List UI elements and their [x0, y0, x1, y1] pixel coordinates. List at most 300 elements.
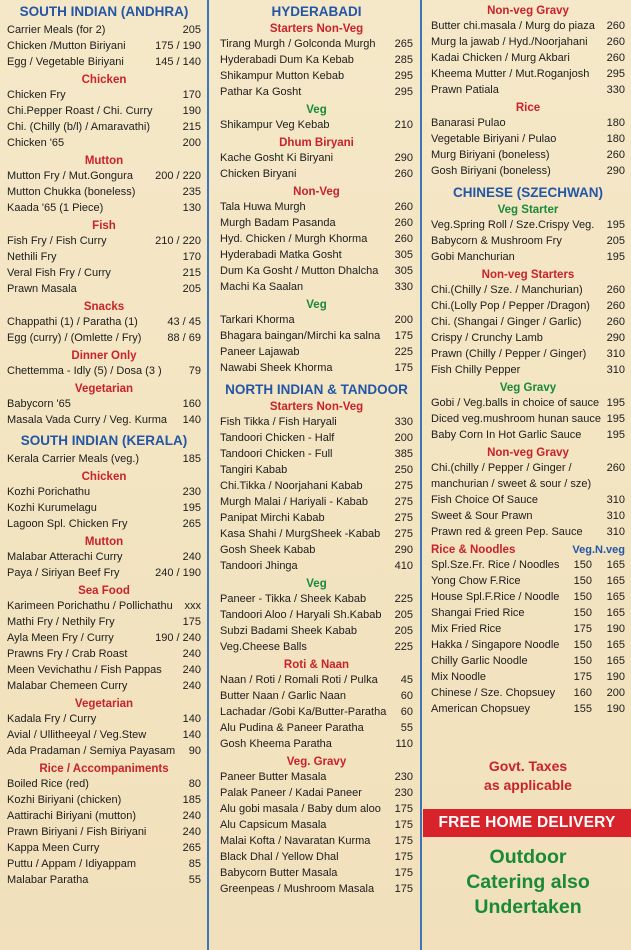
- subsection-kerala-chicken: Chicken: [81, 471, 127, 483]
- menu-item-name: Chi.Pepper Roast / Chi. Curry: [7, 105, 153, 117]
- menu-item-list: [7, 363, 201, 379]
- menu-item: [220, 558, 413, 574]
- subsection-non-veg: Non-Veg: [293, 186, 340, 198]
- menu-item-price: 175: [394, 803, 413, 815]
- menu-item-name: Yong Chow F.Rice: [431, 575, 521, 587]
- menu-item-list: [431, 395, 625, 443]
- menu-item-price: 295: [606, 68, 625, 80]
- menu-item-price: 185: [182, 453, 201, 465]
- subsection-snacks: Snacks: [83, 301, 125, 313]
- section-title-kerala: SOUTH INDIAN (KERALA): [20, 433, 188, 448]
- menu-item: [431, 233, 625, 249]
- menu-item-price: 295: [394, 70, 413, 82]
- menu-item-price: 240: [182, 826, 201, 838]
- subsection-rice-noodles: Rice & Noodles: [431, 544, 516, 556]
- menu-item-name: Dum Ka Gosht / Mutton Dhalcha: [220, 265, 379, 277]
- menu-item-price: 275: [394, 496, 413, 508]
- menu-item-price: 180: [606, 133, 625, 145]
- section-title-andhra: SOUTH INDIAN (ANDHRA): [19, 4, 189, 19]
- menu-item-list: [7, 314, 201, 346]
- menu-item-price: 210: [394, 119, 413, 131]
- menu-item-name: Chi. (Chilly (b/l) / Amaravathi): [7, 121, 151, 133]
- menu-item-list: [7, 87, 201, 151]
- menu-item-name: Tirang Murgh / Golconda Murgh: [220, 38, 376, 50]
- menu-item-price: 290: [394, 152, 413, 164]
- menu-item-name: Shikampur Mutton Kebab: [220, 70, 345, 82]
- menu-item: [7, 630, 201, 646]
- menu-item-price-veg: 175: [573, 623, 592, 635]
- subsection-veg-gravy: Veg. Gravy: [286, 756, 347, 768]
- menu-item: [220, 150, 413, 166]
- menu-item-name: Hyd. Chicken / Murgh Khorma: [220, 233, 368, 245]
- menu-item-name: Vegetable Biriyani / Pulao: [431, 133, 557, 145]
- menu-item: [7, 87, 201, 103]
- menu-item: [220, 801, 413, 817]
- menu-item-name: Murgh Malai / Hariyali - Kabab: [220, 496, 368, 508]
- menu-item: [220, 478, 413, 494]
- menu-item: [7, 776, 201, 792]
- menu-item: [220, 591, 413, 607]
- subsection-veg: Veg: [306, 104, 327, 116]
- menu-item-price-veg: 150: [573, 575, 592, 587]
- menu-item: [220, 607, 413, 623]
- menu-item-name: Machi Ka Saalan: [220, 281, 304, 293]
- menu-item-name: Veg.Cheese Balls: [220, 641, 307, 653]
- menu-item-price: 205: [394, 609, 413, 621]
- menu-item-list: [431, 282, 625, 378]
- menu-item-price: 145 / 140: [155, 56, 201, 68]
- menu-item-price: 55: [188, 874, 201, 886]
- outdoor-catering-note: [431, 845, 625, 920]
- menu-item: [431, 427, 625, 443]
- menu-item-price: 45: [400, 674, 413, 686]
- menu-item-name: Babycorn Butter Masala: [220, 867, 338, 879]
- menu-item-name: Meen Vevichathu / Fish Pappas: [7, 664, 162, 676]
- menu-item: [431, 314, 625, 330]
- menu-item-price: 260: [606, 284, 625, 296]
- menu-item-price: 225: [394, 346, 413, 358]
- menu-item-list: [220, 414, 413, 574]
- menu-item-price: 205: [182, 24, 201, 36]
- menu-item-name: Aattirachi Biriyani (mutton): [7, 810, 136, 822]
- menu-item: [7, 500, 201, 516]
- rice-noodles-list: [431, 557, 625, 717]
- menu-item-name: Avial / Ullitheeyal / Veg.Stew: [7, 729, 147, 741]
- menu-item: [7, 22, 201, 38]
- menu-item-price-nonveg: 165: [606, 655, 625, 667]
- menu-item: [431, 346, 625, 362]
- menu-item-name: Kheema Mutter / Mut.Roganjosh: [431, 68, 590, 80]
- menu-item-price: 330: [606, 84, 625, 96]
- subsection-mutton: Mutton: [84, 155, 124, 167]
- menu-item: [220, 52, 413, 68]
- menu-item-name: Gosh Kheema Paratha: [220, 738, 332, 750]
- menu-item-price: 210 / 220: [155, 235, 201, 247]
- menu-item-name: Butter chi.masala / Murg do piaza: [431, 20, 595, 32]
- menu-item: [7, 614, 201, 630]
- menu-item-price: 200 / 220: [155, 170, 201, 182]
- menu-item-name: Chi.(chilly / Pepper / Ginger /: [431, 462, 572, 474]
- menu-item-price: 200: [394, 432, 413, 444]
- menu-item-name: Bhagara baingan/Mirchi ka salna: [220, 330, 381, 342]
- menu-item-price: 265: [182, 518, 201, 530]
- menu-item-list: [220, 150, 413, 182]
- menu-item: [431, 621, 625, 637]
- menu-item: [220, 446, 413, 462]
- menu-item: [431, 282, 625, 298]
- menu-item: [7, 516, 201, 532]
- menu-item-list: [7, 549, 201, 581]
- menu-item-price-veg: 150: [573, 607, 592, 619]
- menu-item-list: [220, 769, 413, 897]
- menu-item: [7, 678, 201, 694]
- menu-item-name: Masala Vada Curry / Veg. Kurma: [7, 414, 167, 426]
- menu-item-price: 205: [182, 283, 201, 295]
- menu-item-price-veg: 150: [573, 655, 592, 667]
- menu-item-price-veg: 155: [573, 703, 592, 715]
- menu-item-price: 230: [182, 486, 201, 498]
- menu-item: [7, 484, 201, 500]
- menu-item-name: Boiled Rice (red): [7, 778, 89, 790]
- menu-item: [7, 119, 201, 135]
- menu-item: [220, 247, 413, 263]
- menu-item-name: Chettemma - Idly (5) / Dosa (3 ): [7, 365, 162, 377]
- menu-item-name: Prawn (Chilly / Pepper / Ginger): [431, 348, 587, 360]
- subsection-tandoor-starters: Starters Non-Veg: [269, 401, 364, 413]
- menu-item-price: 230: [394, 771, 413, 783]
- menu-item: [7, 743, 201, 759]
- menu-item: [220, 430, 413, 446]
- subsection-rice-accompaniments: Rice / Accompaniments: [39, 763, 169, 775]
- menu-item-price: 80: [188, 778, 201, 790]
- menu-item-name: Prawns Fry / Crab Roast: [7, 648, 128, 660]
- subsection-tandoor-veg: Veg: [306, 578, 327, 590]
- menu-item: [431, 524, 625, 540]
- menu-item-name: Carrier Meals (for 2): [7, 24, 106, 36]
- menu-item-name: Alu Capsicum Masala: [220, 819, 327, 831]
- menu-item: [220, 833, 413, 849]
- menu-item-name: Chinese / Sze. Chopsuey: [431, 687, 556, 699]
- menu-item: [7, 281, 201, 297]
- menu-item-price: 290: [394, 544, 413, 556]
- subsection-fish: Fish: [92, 220, 116, 232]
- menu-item: [431, 50, 625, 66]
- menu-item-name: Veral Fish Fry / Curry: [7, 267, 111, 279]
- menu-item-price-nonveg: 165: [606, 607, 625, 619]
- menu-item: [7, 808, 201, 824]
- menu-item-name: Tangiri Kabab: [220, 464, 288, 476]
- menu-item: [220, 263, 413, 279]
- menu-column-1: [0, 0, 207, 950]
- menu-item: [220, 215, 413, 231]
- menu-item-name: Kozhi Porichathu: [7, 486, 91, 498]
- menu-item: [7, 54, 201, 70]
- menu-item-price: 225: [394, 641, 413, 653]
- menu-item: [431, 669, 625, 685]
- menu-item-name: Mutton Fry / Mut.Gongura: [7, 170, 133, 182]
- menu-item-price: 170: [182, 89, 201, 101]
- menu-item: [7, 314, 201, 330]
- menu-item-price: 79: [188, 365, 201, 377]
- menu-item-price: 235: [182, 186, 201, 198]
- menu-item-name: Lagoon Spl. Chicken Fry: [7, 518, 128, 530]
- menu-item-name: manchurian / sweet & sour / sze): [431, 478, 592, 490]
- subsection-dhum-biryani: Dhum Biryani: [279, 137, 354, 149]
- menu-item: [431, 492, 625, 508]
- menu-item-price: 85: [188, 858, 201, 870]
- menu-item-price: 295: [394, 86, 413, 98]
- menu-item-name: Egg (curry) / (Omlette / Fry): [7, 332, 142, 344]
- menu-item-name: Chi.Tikka / Noorjahani Kabab: [220, 480, 363, 492]
- menu-item-name: Ayla Meen Fry / Curry: [7, 632, 114, 644]
- section-title-north-indian-tandoor: NORTH INDIAN & TANDOOR: [225, 382, 408, 397]
- menu-item-price: 90: [188, 745, 201, 757]
- menu-item: [7, 168, 201, 184]
- menu-item: [431, 476, 625, 492]
- subsection-roti-naan: Roti & Naan: [283, 659, 350, 671]
- menu-item-name: Kasa Shahi / MurgSheek -Kabab: [220, 528, 381, 540]
- menu-item-name: Alu Pudina & Paneer Paratha: [220, 722, 364, 734]
- menu-item: [220, 360, 413, 376]
- menu-item: [220, 414, 413, 430]
- menu-item: [7, 412, 201, 428]
- subsection-vegetarian: Vegetarian: [74, 383, 134, 395]
- menu-item-price: 240 / 190: [155, 567, 201, 579]
- menu-item: [7, 727, 201, 743]
- menu-item-name: Mutton Chukka (boneless): [7, 186, 136, 198]
- menu-item-price: 205: [606, 235, 625, 247]
- menu-item-name: Spl.Sze.Fr. Rice / Noodles: [431, 559, 560, 571]
- menu-item-price: 330: [394, 416, 413, 428]
- menu-item-price: 260: [394, 201, 413, 213]
- menu-item-price: 140: [182, 414, 201, 426]
- menu-item-name: Veg.Spring Roll / Sze.Crispy Veg.: [431, 219, 595, 231]
- menu-item-price: 195: [606, 219, 625, 231]
- menu-item-list: [7, 776, 201, 888]
- menu-item-price: 290: [606, 332, 625, 344]
- menu-item: [431, 249, 625, 265]
- menu-item: [431, 18, 625, 34]
- menu-item-name: Kozhi Biriyani (chicken): [7, 794, 122, 806]
- menu-item: [220, 510, 413, 526]
- menu-item-price: 205: [394, 625, 413, 637]
- menu-item-name: Karimeen Porichathu / Pollichathu: [7, 600, 173, 612]
- menu-item-price: 290: [606, 165, 625, 177]
- menu-item-price: 275: [394, 512, 413, 524]
- menu-item-name: Baby Corn In Hot Garlic Sauce: [431, 429, 582, 441]
- menu-item-price: 260: [606, 52, 625, 64]
- menu-item-name: Murg la jawab / Hyd./Noorjahani: [431, 36, 588, 48]
- menu-item-name: Ada Pradaman / Semiya Payasam: [7, 745, 176, 757]
- menu-item-price: 385: [394, 448, 413, 460]
- menu-item: [7, 103, 201, 119]
- menu-item-name: Gobi / Veg.balls in choice of sauce: [431, 397, 600, 409]
- menu-item-name: Paya / Siriyan Beef Fry: [7, 567, 120, 579]
- menu-item-price: 175: [394, 851, 413, 863]
- subsection-non-veg-gravy: Non-veg Gravy: [487, 5, 569, 17]
- menu-item-name: Sweet & Sour Prawn: [431, 510, 533, 522]
- catering-line-2: Catering also: [466, 871, 590, 893]
- menu-item-price: 250: [394, 464, 413, 476]
- menu-item-price: xxx: [184, 600, 201, 612]
- menu-item-list: [7, 484, 201, 532]
- menu-item-name: Fish Tikka / Fish Haryali: [220, 416, 337, 428]
- menu-item: [7, 598, 201, 614]
- menu-item: [7, 396, 201, 412]
- menu-item-price: 195: [606, 429, 625, 441]
- menu-item-name: House Spl.F.Rice / Noodle: [431, 591, 560, 603]
- subsection-kerala-vegetarian: Vegetarian: [74, 698, 134, 710]
- menu-item-price: 215: [182, 121, 201, 133]
- menu-item-price: 305: [394, 249, 413, 261]
- menu-item-price: 240: [182, 664, 201, 676]
- menu-item-price: 330: [394, 281, 413, 293]
- menu-item: [7, 265, 201, 281]
- menu-item-name: Malabar Atterachi Curry: [7, 551, 123, 563]
- menu-item: [431, 701, 625, 717]
- menu-item: [220, 881, 413, 897]
- rice-noodles-header: [431, 543, 625, 557]
- menu-item-price: 265: [394, 38, 413, 50]
- menu-item-name: Fish Choice Of Sauce: [431, 494, 538, 506]
- menu-item: [7, 824, 201, 840]
- menu-item-name: Nethili Fry: [7, 251, 57, 263]
- menu-item-name: Babycorn '65: [7, 398, 71, 410]
- menu-item: [431, 395, 625, 411]
- menu-item-list: [7, 168, 201, 216]
- menu-item: [431, 66, 625, 82]
- menu-item-list: [220, 36, 413, 100]
- menu-item-price: 195: [606, 251, 625, 263]
- catering-line-1: Outdoor: [489, 846, 567, 868]
- menu-item-price: 240: [182, 810, 201, 822]
- menu-item-price: 200: [394, 314, 413, 326]
- taxes-line-2: as applicable: [484, 777, 572, 793]
- menu-item-name: Shangai Fried Rice: [431, 607, 525, 619]
- menu-item-list: [7, 22, 201, 70]
- menu-item: [431, 411, 625, 427]
- menu-item-price: 260: [606, 462, 625, 474]
- menu-item: [220, 462, 413, 478]
- menu-item-price: 175: [394, 819, 413, 831]
- menu-item-name: Kadai Chicken / Murg Akbari: [431, 52, 570, 64]
- menu-item-price-nonveg: 190: [606, 703, 625, 715]
- menu-item-name: Mathi Fry / Nethily Fry: [7, 616, 115, 628]
- menu-item: [7, 233, 201, 249]
- menu-column-2: [210, 0, 420, 950]
- menu-item-name: Prawn red & green Pep. Sauce: [431, 526, 583, 538]
- menu-item-name: Nawabi Sheek Khorma: [220, 362, 333, 374]
- menu-item: [7, 856, 201, 872]
- menu-item-list: [220, 117, 413, 133]
- menu-item: [220, 736, 413, 752]
- menu-item-name: Tala Huwa Murgh: [220, 201, 306, 213]
- menu-item: [7, 872, 201, 888]
- menu-item-price-nonveg: 165: [606, 575, 625, 587]
- subsection-kerala-mutton: Mutton: [84, 536, 124, 548]
- menu-item: [220, 494, 413, 510]
- menu-item: [220, 672, 413, 688]
- menu-item: [431, 653, 625, 669]
- menu-item-price: 175: [394, 330, 413, 342]
- menu-item-price: 260: [606, 149, 625, 161]
- menu-item-name: Tandoori Aloo / Haryali Sh.Kabab: [220, 609, 382, 621]
- menu-item-price-veg: 175: [573, 671, 592, 683]
- menu-item-name: Kache Gosht Ki Biryani: [220, 152, 334, 164]
- subsection-chinese-veg-gravy: Veg Gravy: [499, 382, 557, 394]
- menu-item: [220, 312, 413, 328]
- menu-item-price: 260: [606, 300, 625, 312]
- menu-item-name: Palak Paneer / Kadai Paneer: [220, 787, 362, 799]
- menu-item-price: 88 / 69: [167, 332, 201, 344]
- menu-item-list: [7, 233, 201, 297]
- menu-item-list: [220, 312, 413, 376]
- menu-item: [431, 330, 625, 346]
- menu-item-list: [7, 451, 201, 467]
- menu-item: [220, 84, 413, 100]
- menu-item-name: Subzi Badami Sheek Kabab: [220, 625, 357, 637]
- menu-item-name: Tandoori Chicken - Half: [220, 432, 335, 444]
- menu-item: [220, 849, 413, 865]
- menu-item-name: Paneer Lajawab: [220, 346, 300, 358]
- menu-item-price: 275: [394, 528, 413, 540]
- menu-item-price: 260: [394, 217, 413, 229]
- menu-item-name: Kappa Meen Curry: [7, 842, 100, 854]
- menu-item-name: American Chopsuey: [431, 703, 531, 715]
- subsection-veg-starter: Veg Starter: [497, 204, 559, 216]
- menu-item-list: [220, 591, 413, 655]
- menu-item: [431, 685, 625, 701]
- menu-item: [7, 451, 201, 467]
- menu-item-name: Chicken /Mutton Biriyani: [7, 40, 126, 52]
- menu-item-price: 195: [606, 413, 625, 425]
- menu-item: [220, 526, 413, 542]
- menu-item-price: 310: [606, 348, 625, 360]
- menu-item: [7, 711, 201, 727]
- menu-item-name: Fish Chilly Pepper: [431, 364, 521, 376]
- menu-item-price: 60: [400, 706, 413, 718]
- menu-item: [431, 557, 625, 573]
- govt-taxes-note: [431, 757, 625, 795]
- menu-item: [7, 646, 201, 662]
- menu-item-price: 170: [182, 251, 201, 263]
- menu-item: [7, 363, 201, 379]
- menu-item: [431, 298, 625, 314]
- menu-item-name: Chi.(Chilly / Sze. / Manchurian): [431, 284, 583, 296]
- menu-item: [7, 549, 201, 565]
- menu-item-name: Kerala Carrier Meals (veg.): [7, 453, 140, 465]
- menu-item: [220, 117, 413, 133]
- menu-item-list: [431, 18, 625, 98]
- menu-item-price: 43 / 45: [167, 316, 201, 328]
- menu-item-name: Chilly Garlic Noodle: [431, 655, 528, 667]
- menu-item-list: [7, 598, 201, 694]
- subsection-chicken: Chicken: [81, 74, 127, 86]
- menu-item-name: Malabar Paratha: [7, 874, 89, 886]
- menu-item-name: Pathar Ka Gosht: [220, 86, 302, 98]
- menu-item: [431, 460, 625, 476]
- subsection-veg-2: Veg: [306, 299, 327, 311]
- menu-item-price: 230: [394, 787, 413, 799]
- menu-item-price: 260: [394, 168, 413, 180]
- menu-item-price: 285: [394, 54, 413, 66]
- menu-item-price: 215: [182, 267, 201, 279]
- menu-item: [220, 769, 413, 785]
- menu-item: [431, 217, 625, 233]
- menu-item-price-veg: 150: [573, 639, 592, 651]
- menu-item: [220, 817, 413, 833]
- menu-item-price: 140: [182, 713, 201, 725]
